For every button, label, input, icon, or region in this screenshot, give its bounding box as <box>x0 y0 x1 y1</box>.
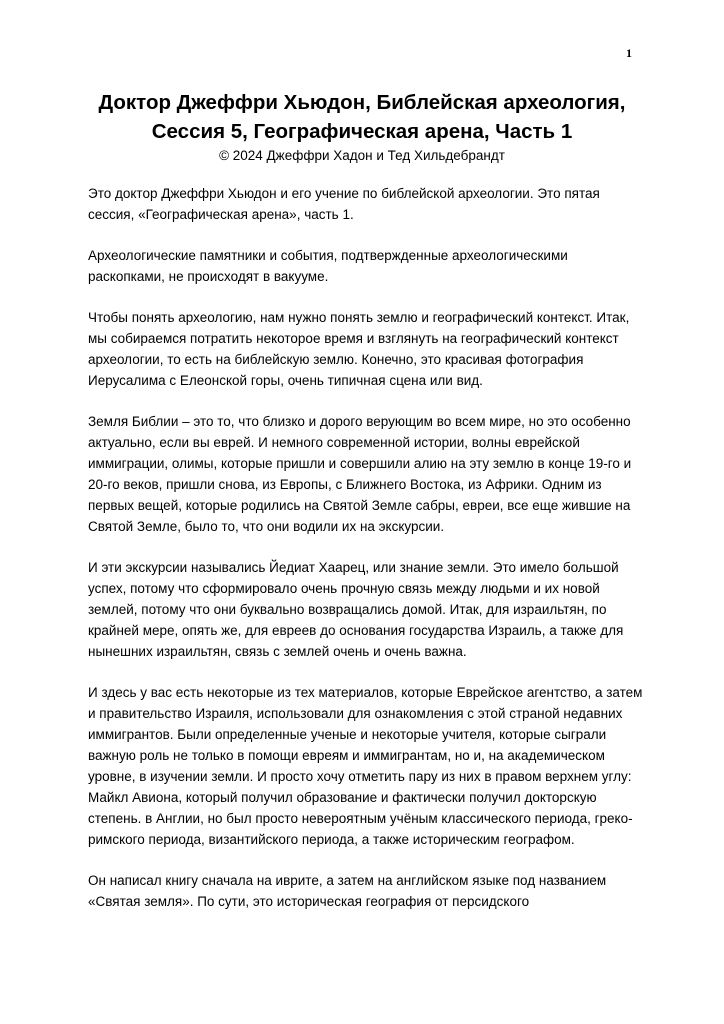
title-line-2: Сессия 5, Географическая арена, Часть 1 <box>151 120 573 143</box>
paragraph: И эти экскурсии назывались Йедиат Хаарец, или знание земли. Это имело большой успех, потому что сформировало очень прочную связь между людьми и их новой землей, потому что они буквально возвращались домой. Итак, для израильтян, по крайней мере, опять же, для евреев до основания государства Израиль, а также для нынешних израильтян, связь с землей очень и очень важна. <box>88 560 624 659</box>
paragraph: Археологические памятники и события, подтвержденные археологическими раскопками, не происходят в вакууме. <box>88 248 568 284</box>
title-line-1: Доктор Джеффри Хьюдон, Библейская археология, <box>98 91 626 114</box>
page-number: 1 <box>626 46 632 60</box>
paragraph: Земля Библии – это то, что близко и дорого верующим во всем мире, но это особенно актуально, если вы еврей. И немного современной истории, волны еврейской иммиграции, олимы, которые пришли и совершили алию на эту землю в конце 19-го и 20-го веков, пришли снова, из Европы, с Ближнего Востока, из Африки. Одним из первых вещей, которые родились на Святой Земле сабры, евреи, все еще жившие на Святой Земле, было то, что они водили их на экскурсии. <box>88 414 632 534</box>
copyright-line: © 2024 Джеффри Хадон и Тед Хильдебрандт <box>219 148 505 163</box>
paragraph: Это доктор Джеффри Хьюдон и его учение по библейской археологии. Это пятая сессия, «Географическая арена», часть 1. <box>88 186 600 222</box>
paragraph: Он написал книгу сначала на иврите, а затем на английском языке под названием «Святая земля». По сути, это историческая география от персидского <box>88 873 607 909</box>
paragraph: И здесь у вас есть некоторые из тех материалов, которые Еврейское агентство, а затем и правительство Израиля, использовали для ознакомления с этой страной недавних иммигрантов. Были определенные ученые и некоторые учителя, которые сыграли важную роль не только в помощи евреям и иммигрантам, но и, на академическом уровне, в изучении земли. И просто хочу отметить пару из них в правом верхнем углу: Майкл Авиона, который получил образование и фактически получил докторскую степень. в Англии, но был просто невероятным учёным классического периода, греко-римского периода, византийского периода, а также историческим географом. <box>88 685 643 847</box>
document-title <box>60 88 664 146</box>
body-text <box>88 183 648 932</box>
paragraph: Чтобы понять археологию, нам нужно понять землю и географический контекст. Итак, мы собираемся потратить некоторое время и взглянуть на географический контекст археологии, то есть на библейскую землю. Конечно, это красивая фотография Иерусалима с Елеонской горы, очень типичная сцена или вид. <box>88 310 630 388</box>
